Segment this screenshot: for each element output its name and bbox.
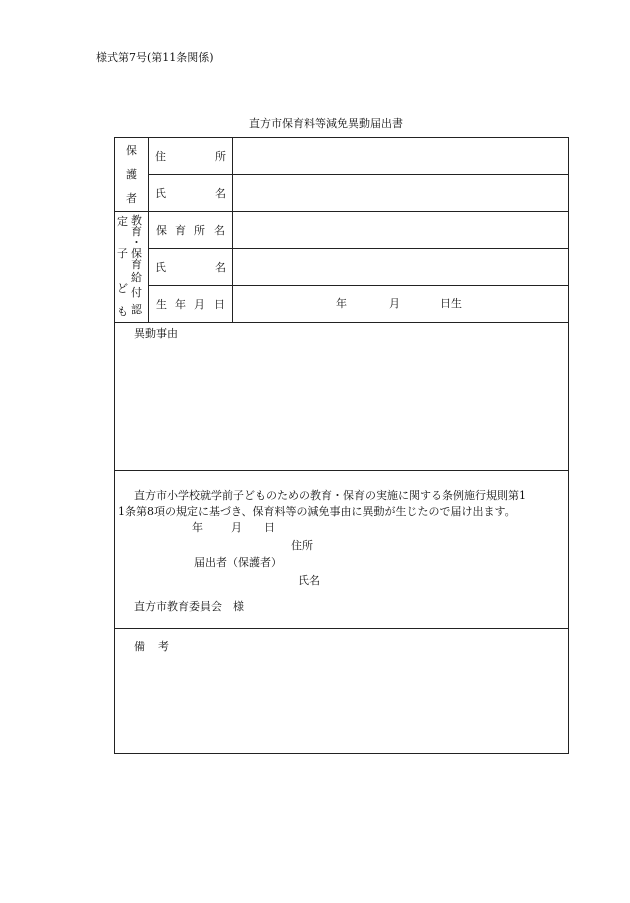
form-table [114,137,569,754]
page-title: 直方市保育料等減免異動届出書 [249,117,403,130]
declaration-address-label: 住所 [291,539,313,552]
child-label-char: ・ [131,236,142,249]
child-label-char: 付 [131,286,142,299]
child-facility-field[interactable] [233,212,568,248]
date-year-unit: 年 [192,521,203,534]
date-day-unit: 日 [264,521,275,534]
child-label-char: 育 [131,258,142,271]
child-label-char: 定 [117,215,128,228]
change-reason-label: 異動事由 [134,327,178,340]
label-char: 名 [214,224,225,237]
child-birth-field[interactable] [233,286,568,322]
date-month-unit: 月 [231,521,242,534]
label-char: 備 [134,640,145,653]
child-label-char: 子 [117,247,128,260]
change-reason-field[interactable] [115,343,568,469]
declaration-name-label: 氏名 [298,574,320,587]
guardian-label-char: 保 [126,144,137,157]
declaration-line-2: 1条第8項の規定に基づき、保育料等の減免事由に異動が生じたので届け出ます。 [118,505,516,518]
label-char: 所 [194,224,205,237]
child-label-char: ど [117,282,128,295]
guardian-name-field[interactable] [233,175,568,211]
label-char: 氏 [155,187,166,200]
label-char: 所 [215,150,226,163]
declaration-line-1: 直方市小学校就学前子どものための教育・保育の実施に関する条例施行規則第1 [134,489,526,502]
guardian-address-field[interactable] [233,138,568,174]
form-reference: 様式第7号(第11条関係) [96,51,214,64]
birth-day-unit: 日生 [440,297,462,310]
label-char: 名 [215,261,226,274]
child-label-char: 教 [131,214,142,227]
label-char: 育 [175,224,186,237]
child-label-char: 育 [131,225,142,238]
label-char: 氏 [155,261,166,274]
label-char: 保 [156,224,167,237]
addressee: 直方市教育委員会 様 [134,600,244,613]
child-label-char: 保 [131,247,142,260]
remarks-field[interactable] [115,657,568,753]
label-char: 年 [175,298,186,311]
label-char: 月 [194,298,205,311]
label-char: 生 [156,298,167,311]
child-name-field[interactable] [233,249,568,285]
label-char: 名 [215,187,226,200]
submitter-label: 届出者（保護者） [194,556,282,569]
label-char: 日 [214,298,225,311]
child-label-char: 給 [131,271,142,284]
child-label-char: 認 [131,303,142,316]
child-label-char: も [117,305,128,318]
birth-month-unit: 月 [389,297,400,310]
label-char: 考 [158,640,169,653]
guardian-label-char: 者 [126,192,137,205]
birth-year-unit: 年 [336,297,347,310]
guardian-label-char: 護 [126,168,137,181]
label-char: 住 [155,150,166,163]
